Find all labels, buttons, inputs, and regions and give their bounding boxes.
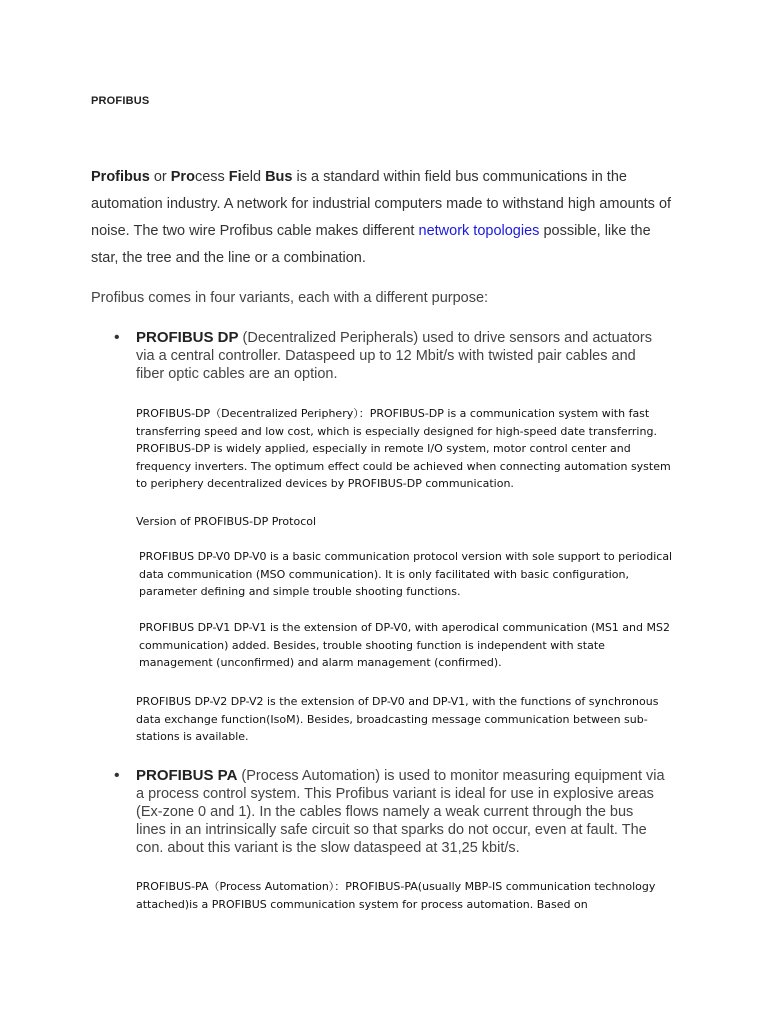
dp-v1-paragraph: PROFIBUS DP-V1 DP-V1 is the extension of DP-V0, with aperodical communication (MS1 and MS2 communication) added. Besides, trouble shooting function is independent with state management (unconfirmed) and alarm management (confirmed). — [139, 621, 670, 669]
dp-v0-paragraph: PROFIBUS DP-V0 DP-V0 is a basic communication protocol version with sole support to periodical data communication (MSO communication). It is only facilitated with basic configuration, parameter defining and simple trouble shooting functions. — [139, 550, 673, 598]
term-bus: Bus — [265, 169, 293, 185]
intro-text-2: cess — [194, 169, 229, 185]
dp-description — [136, 329, 661, 383]
intro-text-5: possible, like the star, the tree and the line or a combination. — [91, 223, 651, 266]
pa-title: PROFIBUS PA — [136, 767, 238, 784]
dp-desc: (Decentralized Peripherals) used to drive sensors and actuators via a central controller. Dataspeed up to 12 Mbit/s with twisted pair cables and fiber optic cables are an option. — [136, 330, 652, 382]
pa-description — [136, 767, 666, 857]
dp-detail-paragraph: PROFIBUS-DP（Decentralized Periphery）：PROFIBUS-DP is a communication system with fast transferring speed and low cost, which is especially designed for high-speed date transferring. PROFIBUS-DP is widely applied, especially in remote I/O system, motor control center and frequency inverters. The optimum effect could be achieved when connecting automation system to periphery decentralized devices by PROFIBUS-DP communication. — [136, 407, 671, 490]
dp-v2-paragraph: PROFIBUS DP-V2 DP-V2 is the extension of DP-V0 and DP-V1, with the functions of synchronous data exchange function(IsoM). Besides, broadcasting message communication between sub-stations is available. — [136, 695, 659, 743]
dp-title: PROFIBUS DP — [136, 329, 239, 346]
intro-paragraph — [91, 164, 681, 272]
dp-version-heading: Version of PROFIBUS-DP Protocol — [136, 515, 317, 528]
pa-desc: (Process Automation) is used to monitor measuring equipment via a process control system. This Profibus variant is ideal for use in explosive areas (Ex-zone 0 and 1). In the cables flows namely a weak current through the bus lines in an intrinsically safe circuit so that sparks do not occur, even at fault. The con. about this variant is the slow dataspeed at 31,25 kbit/s. — [136, 768, 665, 856]
term-profibus: Profibus — [91, 169, 150, 185]
intro-text-3: eld — [241, 169, 266, 185]
intro-text-1: or — [149, 169, 171, 185]
document-heading: PROFIBUS — [91, 95, 150, 107]
term-pro: Pro — [170, 169, 195, 185]
pa-detail-paragraph: PROFIBUS-PA（Process Automation）：PROFIBUS-PA(usually MBP-IS communication technology attached)is a PROFIBUS communication system for process automation. Based on — [136, 880, 656, 911]
bullet-dp: • — [114, 329, 120, 346]
network-topologies-link[interactable]: network topologies — [418, 223, 540, 239]
intro-text-4: is a standard within field bus communications in the automation industry. A network for industrial computers made to withstand high amounts of noise. The two wire Profibus cable makes different — [91, 169, 672, 239]
variants-intro: Profibus comes in four variants, each with a different purpose: — [91, 290, 489, 306]
bullet-pa: • — [114, 767, 120, 784]
term-fi: Fi — [228, 169, 242, 185]
